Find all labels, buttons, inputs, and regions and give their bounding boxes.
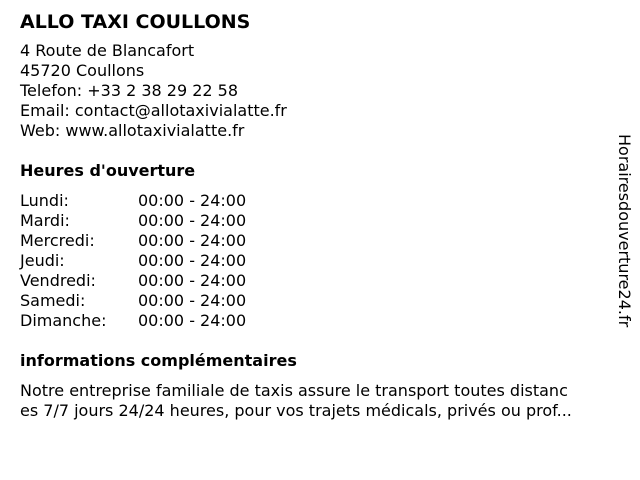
day-label: Lundi: <box>20 191 69 210</box>
address-line-1: 4 Route de Blancafort <box>20 41 195 60</box>
day-label: Mardi: <box>20 211 70 230</box>
day-label: Samedi: <box>20 291 86 310</box>
day-time: 00:00 - 24:00 <box>138 291 247 310</box>
hours-row-wednesday <box>20 231 630 251</box>
info-description <box>20 381 630 421</box>
info-line-2: es 7/7 jours 24/24 heures, pour vos trajets médicals, privés ou prof... <box>20 401 572 420</box>
day-label: Jeudi: <box>20 251 65 270</box>
email-line: Email: contact@allotaxivialatte.fr <box>20 101 287 120</box>
hours-row-friday <box>20 271 630 291</box>
address-line-2: 45720 Coullons <box>20 61 145 80</box>
day-label: Mercredi: <box>20 231 95 250</box>
hours-heading: Heures d'ouverture <box>20 161 196 180</box>
day-time: 00:00 - 24:00 <box>138 231 247 250</box>
hours-row-sunday <box>20 311 630 331</box>
business-name: ALLO TAXI COULLONS <box>20 11 251 33</box>
hours-row-monday <box>20 191 630 211</box>
hours-row-saturday <box>20 291 630 311</box>
day-time: 00:00 - 24:00 <box>138 191 247 210</box>
day-time: 00:00 - 24:00 <box>138 211 247 230</box>
web-line: Web: www.allotaxivialatte.fr <box>20 121 245 140</box>
hours-list <box>20 191 630 331</box>
day-time: 00:00 - 24:00 <box>138 271 247 290</box>
day-time: 00:00 - 24:00 <box>138 251 247 270</box>
hours-row-tuesday <box>20 211 630 231</box>
day-time: 00:00 - 24:00 <box>138 311 247 330</box>
day-label: Dimanche: <box>20 311 107 330</box>
hours-row-thursday <box>20 251 630 271</box>
info-heading: informations complémentaires <box>20 351 297 370</box>
site-watermark: Horairesdouverture24.fr <box>615 134 634 328</box>
contact-block <box>20 41 630 141</box>
business-card <box>20 9 630 421</box>
info-line-1: Notre entreprise familiale de taxis assure le transport toutes distanc <box>20 381 568 400</box>
phone-line: Telefon: +33 2 38 29 22 58 <box>20 81 239 100</box>
day-label: Vendredi: <box>20 271 96 290</box>
